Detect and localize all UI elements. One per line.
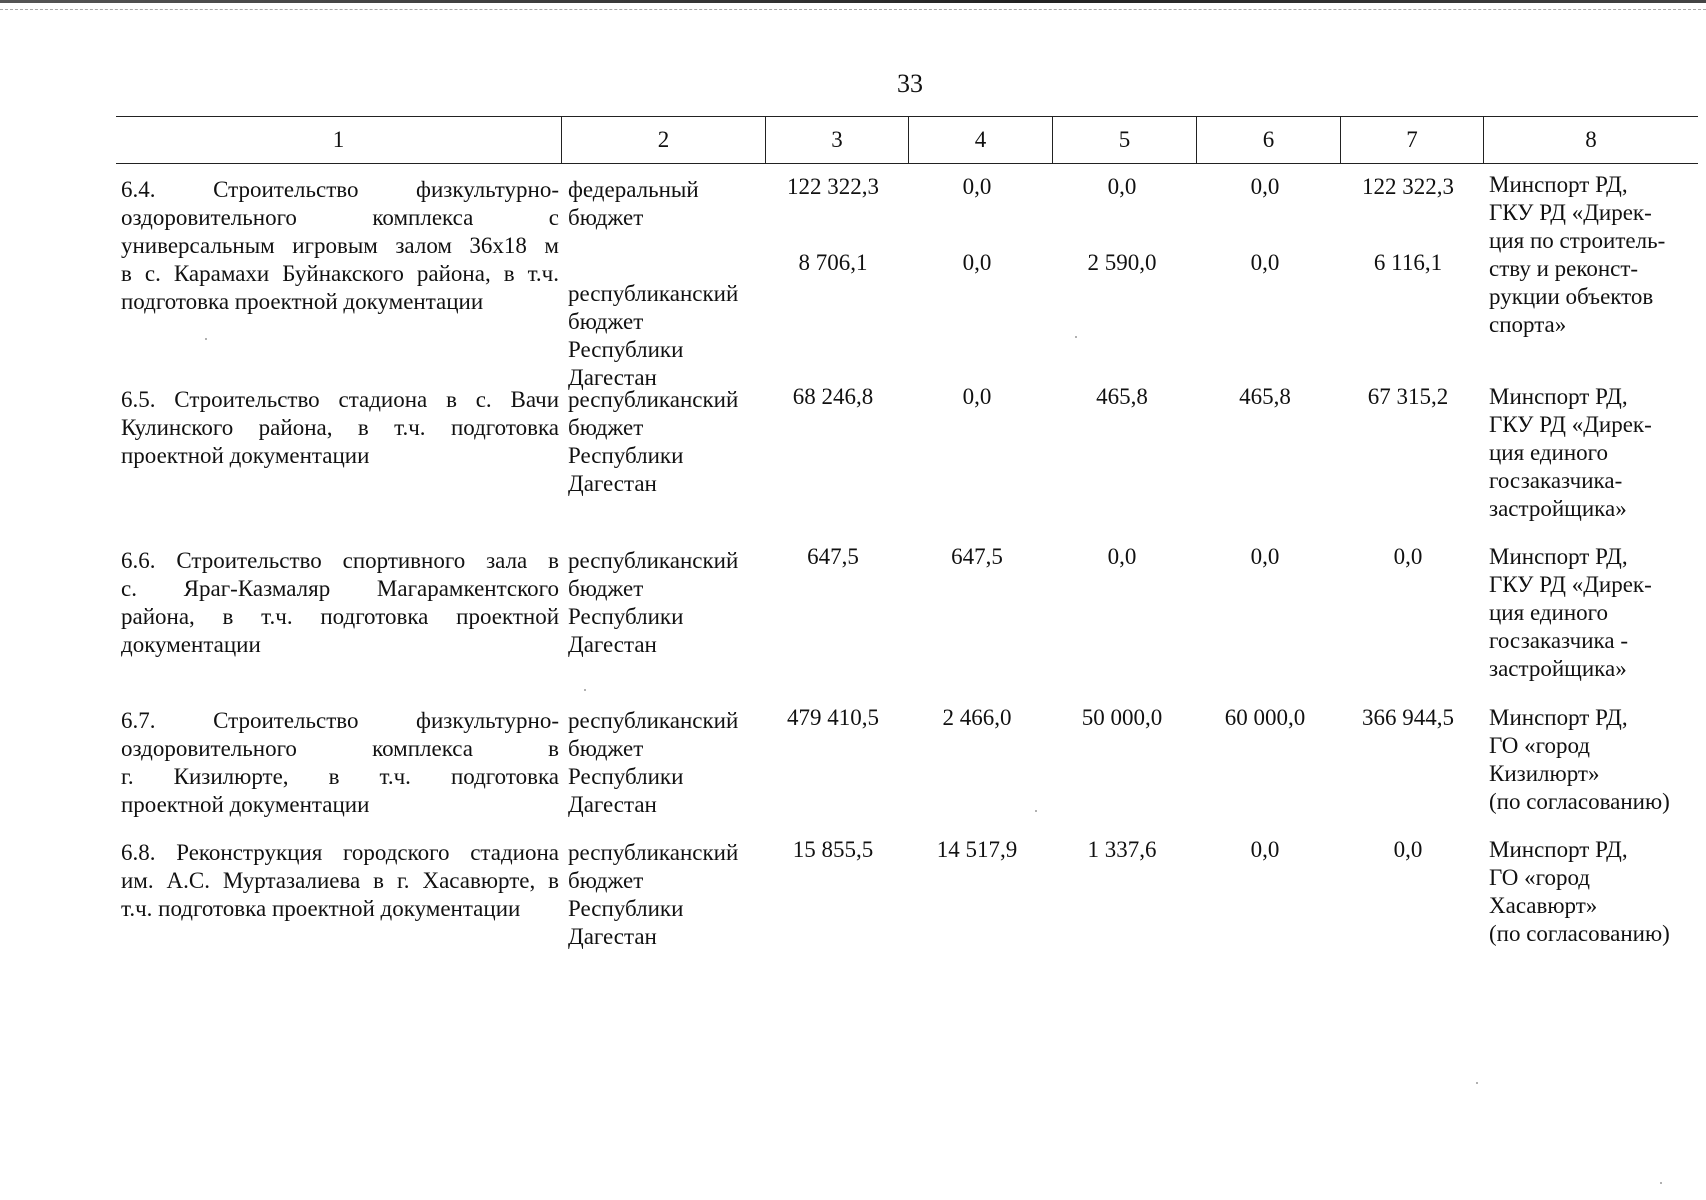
executor-line: застройщика» bbox=[1489, 656, 1627, 681]
source-name-line: бюджет bbox=[568, 576, 644, 601]
executor-line: ГКУ РД «Дирек- bbox=[1489, 572, 1652, 597]
value-year-1: 0,0 bbox=[962, 174, 992, 199]
scan-speck bbox=[1035, 810, 1037, 812]
executor-line: ГКУ РД «Дирек- bbox=[1489, 200, 1652, 225]
source-name-line: республиканский bbox=[568, 548, 739, 573]
executor bbox=[1489, 383, 1694, 523]
scan-speck bbox=[1476, 1082, 1478, 1084]
page-number: 33 bbox=[897, 69, 923, 98]
description-line: 6.4. Строительство физкультурно- bbox=[121, 177, 559, 202]
executor-line: ция по строитель- bbox=[1489, 228, 1666, 253]
funding-source bbox=[568, 547, 763, 659]
executor bbox=[1489, 704, 1694, 816]
source-name-line: бюджет bbox=[568, 309, 644, 334]
executor-line: спорта» bbox=[1489, 312, 1567, 337]
header-col-3: 3 bbox=[765, 117, 908, 163]
executor-line: ГО «город bbox=[1489, 733, 1590, 758]
executor-line: Минспорт РД, bbox=[1489, 705, 1628, 730]
scan-speck bbox=[584, 689, 586, 691]
value-year-1: 2 466,0 bbox=[942, 705, 1012, 730]
executor-line: ству и реконст- bbox=[1489, 256, 1639, 281]
value-total: 8 706,1 bbox=[798, 250, 868, 275]
source-name-line: Дагестан bbox=[568, 792, 657, 817]
executor-line: ГКУ РД «Дирек- bbox=[1489, 412, 1652, 437]
source-name-line: Дагестан bbox=[568, 632, 657, 657]
description-line: 6.5. Строительство стадиона в с. Вачи bbox=[121, 387, 559, 412]
funding-source bbox=[568, 386, 763, 498]
value-total: 647,5 bbox=[807, 544, 859, 569]
header-col-2: 2 bbox=[561, 117, 765, 163]
description-line: г. Кизилюрте, в т.ч. подготовка bbox=[121, 764, 559, 789]
value-year-4: 122 322,3 bbox=[1362, 174, 1454, 199]
funding-source bbox=[568, 707, 763, 819]
header-col-7: 7 bbox=[1340, 117, 1483, 163]
value-year-4: 0,0 bbox=[1393, 837, 1423, 862]
row-description bbox=[121, 386, 559, 470]
source-name-line: республиканский bbox=[568, 708, 739, 733]
funding-source bbox=[568, 176, 763, 392]
source-name-line: бюджет bbox=[568, 415, 644, 440]
row-description bbox=[121, 176, 559, 316]
description-line: подготовка проектной документации bbox=[121, 289, 484, 314]
description-line: проектной документации bbox=[121, 792, 370, 817]
header-col-1: 1 bbox=[332, 127, 345, 152]
source-name-line: Дагестан bbox=[568, 924, 657, 949]
source-name-line: Республики bbox=[568, 337, 684, 362]
row-description bbox=[121, 707, 559, 819]
value-year-1: 0,0 bbox=[962, 384, 992, 409]
description-line: 6.8. Реконструкция городского стадиона bbox=[121, 840, 559, 865]
funding-source bbox=[568, 839, 763, 951]
source-name-line: федеральный bbox=[568, 177, 699, 202]
description-line: проектной документации bbox=[121, 443, 370, 468]
source-name-line: Дагестан bbox=[568, 365, 657, 390]
source-name-line: Республики bbox=[568, 443, 684, 468]
source-name-line: бюджет bbox=[568, 736, 644, 761]
executor bbox=[1489, 836, 1694, 948]
value-year-3: 0,0 bbox=[1250, 174, 1280, 199]
description-line: т.ч. подготовка проектной документации bbox=[121, 896, 521, 921]
executor-line: Кизилюрт» bbox=[1489, 761, 1600, 786]
value-year-3: 0,0 bbox=[1250, 837, 1280, 862]
description-line: документации bbox=[121, 632, 261, 657]
description-line: универсальным игровым залом 36х18 м bbox=[121, 233, 559, 258]
scan-top-artifact bbox=[0, 9, 1706, 10]
row-description bbox=[121, 547, 559, 659]
value-year-4: 0,0 bbox=[1393, 544, 1423, 569]
executor-line: Минспорт РД, bbox=[1489, 544, 1628, 569]
description-line: 6.6. Строительство спортивного зала в bbox=[121, 548, 559, 573]
executor-line: госзаказчика- bbox=[1489, 468, 1623, 493]
description-line: с. Яраг-Казмаляр Магарамкентского bbox=[121, 576, 559, 601]
description-line: 6.7. Строительство физкультурно- bbox=[121, 708, 559, 733]
value-total: 68 246,8 bbox=[792, 384, 874, 409]
description-line: им. А.С. Муртазалиева в г. Хасавюрте, в bbox=[121, 868, 559, 893]
description-line: оздоровительного комплекса в bbox=[121, 736, 559, 761]
header-col-6: 6 bbox=[1196, 117, 1340, 163]
value-year-3: 465,8 bbox=[1239, 384, 1291, 409]
value-year-3: 0,0 bbox=[1250, 544, 1280, 569]
description-line: оздоровительного комплекса с bbox=[121, 205, 559, 230]
source-name-line: республиканский bbox=[568, 387, 739, 412]
value-year-2: 0,0 bbox=[1107, 544, 1137, 569]
value-year-4: 366 944,5 bbox=[1362, 705, 1454, 730]
source-name-line: республиканский bbox=[568, 281, 739, 306]
value-year-2: 2 590,0 bbox=[1087, 250, 1157, 275]
executor-line: (по согласованию) bbox=[1489, 789, 1670, 814]
source-name-line: бюджет bbox=[568, 868, 644, 893]
executor-line: (по согласованию) bbox=[1489, 921, 1670, 946]
header-col-4: 4 bbox=[908, 117, 1052, 163]
source-name-line: бюджет bbox=[568, 205, 644, 230]
value-total: 15 855,5 bbox=[792, 837, 874, 862]
executor-line: рукции объектов bbox=[1489, 284, 1654, 309]
executor-line: Минспорт РД, bbox=[1489, 837, 1628, 862]
value-year-3: 0,0 bbox=[1250, 250, 1280, 275]
scan-speck bbox=[1660, 1182, 1662, 1184]
description-line: Кулинского района, в т.ч. подготовка bbox=[121, 415, 559, 440]
table-header-row bbox=[116, 116, 1698, 164]
value-year-3: 60 000,0 bbox=[1224, 705, 1306, 730]
scan-speck bbox=[1075, 336, 1077, 338]
scan-top-edge bbox=[0, 0, 1706, 3]
executor-line: Минспорт РД, bbox=[1489, 172, 1628, 197]
header-col-5: 5 bbox=[1052, 117, 1196, 163]
value-year-2: 465,8 bbox=[1096, 384, 1148, 409]
value-year-2: 50 000,0 bbox=[1081, 705, 1163, 730]
source-name-line: Дагестан bbox=[568, 471, 657, 496]
value-total: 479 410,5 bbox=[787, 705, 879, 730]
scan-speck bbox=[205, 338, 207, 340]
header-col-8: 8 bbox=[1483, 117, 1698, 163]
description-line: района, в т.ч. подготовка проектной bbox=[121, 604, 559, 629]
row-description bbox=[121, 839, 559, 923]
executor-line: госзаказчика - bbox=[1489, 628, 1628, 653]
value-year-2: 1 337,6 bbox=[1087, 837, 1157, 862]
value-year-1: 647,5 bbox=[951, 544, 1003, 569]
executor bbox=[1489, 543, 1694, 683]
value-year-4: 67 315,2 bbox=[1367, 384, 1449, 409]
source-name-line: республиканский bbox=[568, 840, 739, 865]
executor-line: застройщика» bbox=[1489, 496, 1627, 521]
source-name-line: Республики bbox=[568, 896, 684, 921]
executor-line: ция единого bbox=[1489, 600, 1609, 625]
value-year-1: 14 517,9 bbox=[936, 837, 1018, 862]
executor-line: ГО «город bbox=[1489, 865, 1590, 890]
executor-line: Хасавюрт» bbox=[1489, 893, 1598, 918]
value-year-1: 0,0 bbox=[962, 250, 992, 275]
executor bbox=[1489, 171, 1694, 339]
description-line: в с. Карамахи Буйнакского района, в т.ч. bbox=[121, 261, 559, 286]
source-name-line: Республики bbox=[568, 604, 684, 629]
value-year-2: 0,0 bbox=[1107, 174, 1137, 199]
source-name-line: Республики bbox=[568, 764, 684, 789]
executor-line: ция единого bbox=[1489, 440, 1609, 465]
executor-line: Минспорт РД, bbox=[1489, 384, 1628, 409]
value-year-4: 6 116,1 bbox=[1373, 250, 1443, 275]
value-total: 122 322,3 bbox=[787, 174, 879, 199]
